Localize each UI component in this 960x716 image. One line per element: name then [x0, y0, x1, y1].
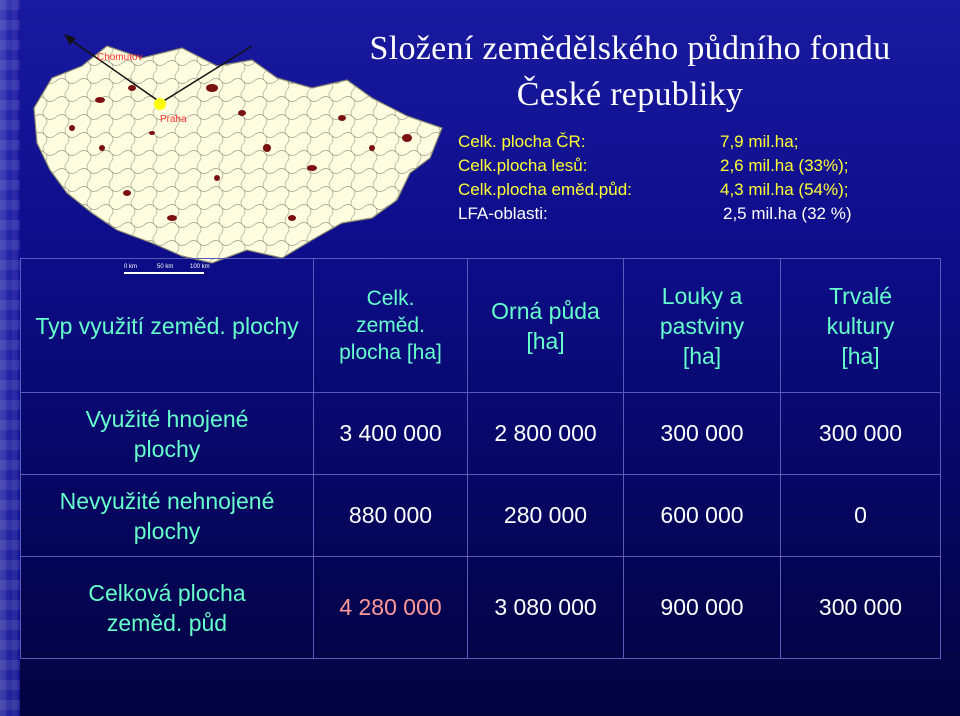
stat-value: 7,9 mil.ha;: [720, 132, 799, 151]
svg-text:0 km: 0 km: [124, 264, 138, 270]
cell-total: 880 000: [314, 475, 468, 557]
header-permanent: Trvalé kultury [ha]: [781, 259, 941, 393]
title-line-2: České republiky: [516, 76, 744, 113]
header-type: Typ využití zeměd. plochy: [21, 259, 314, 393]
stat-row: [458, 178, 938, 202]
table-row: [21, 557, 941, 659]
page-title: [300, 26, 960, 118]
row-label: Celková plocha zeměd. půd: [21, 557, 314, 659]
cell-meadow: 600 000: [624, 475, 781, 557]
arrow-head: [64, 34, 76, 45]
row-label: Využité hnojené plochy: [21, 393, 314, 475]
cell-meadow: 300 000: [624, 393, 781, 475]
stat-row: [458, 130, 938, 154]
stat-label: Celk.plocha eměd.půd:: [458, 180, 632, 199]
stat-label: Celk. plocha ČR:: [458, 132, 586, 151]
cell-arable: 2 800 000: [468, 393, 624, 475]
city-label-praha: Praha: [160, 114, 187, 125]
cell-total: 4 280 000: [314, 557, 468, 659]
header-arable: Orná půda [ha]: [468, 259, 624, 393]
stats-block: [458, 130, 938, 226]
table-row: [21, 393, 941, 475]
stat-row: [458, 154, 938, 178]
prague-marker: [154, 98, 166, 110]
stat-value: 2,5 mil.ha (32 %): [723, 204, 852, 223]
stat-value: 4,3 mil.ha (54%);: [720, 180, 849, 199]
svg-text:100 km: 100 km: [190, 264, 210, 270]
table-header-row: [21, 259, 941, 393]
row-label: Nevyužité nehnojené plochy: [21, 475, 314, 557]
stat-row: [458, 202, 938, 226]
city-label-chomutov: Chomutov: [97, 52, 143, 63]
header-meadow: Louky a pastviny [ha]: [624, 259, 781, 393]
cell-total: 3 400 000: [314, 393, 468, 475]
stat-value: 2,6 mil.ha (33%);: [720, 156, 849, 175]
stat-label: LFA-oblasti:: [458, 204, 548, 223]
cell-arable: 280 000: [468, 475, 624, 557]
cell-permanent: 300 000: [781, 393, 941, 475]
cell-arable: 3 080 000: [468, 557, 624, 659]
land-use-table: [20, 258, 941, 659]
stat-label: Celk.plocha lesů:: [458, 156, 588, 175]
svg-text:50 km: 50 km: [157, 264, 174, 270]
table-row: [21, 475, 941, 557]
title-line-1: Složení zemědělského půdního fondu: [369, 30, 891, 67]
cell-permanent: 300 000: [781, 557, 941, 659]
cell-meadow: 900 000: [624, 557, 781, 659]
cell-permanent: 0: [781, 475, 941, 557]
header-total: Celk. zeměd. plocha [ha]: [314, 259, 468, 393]
